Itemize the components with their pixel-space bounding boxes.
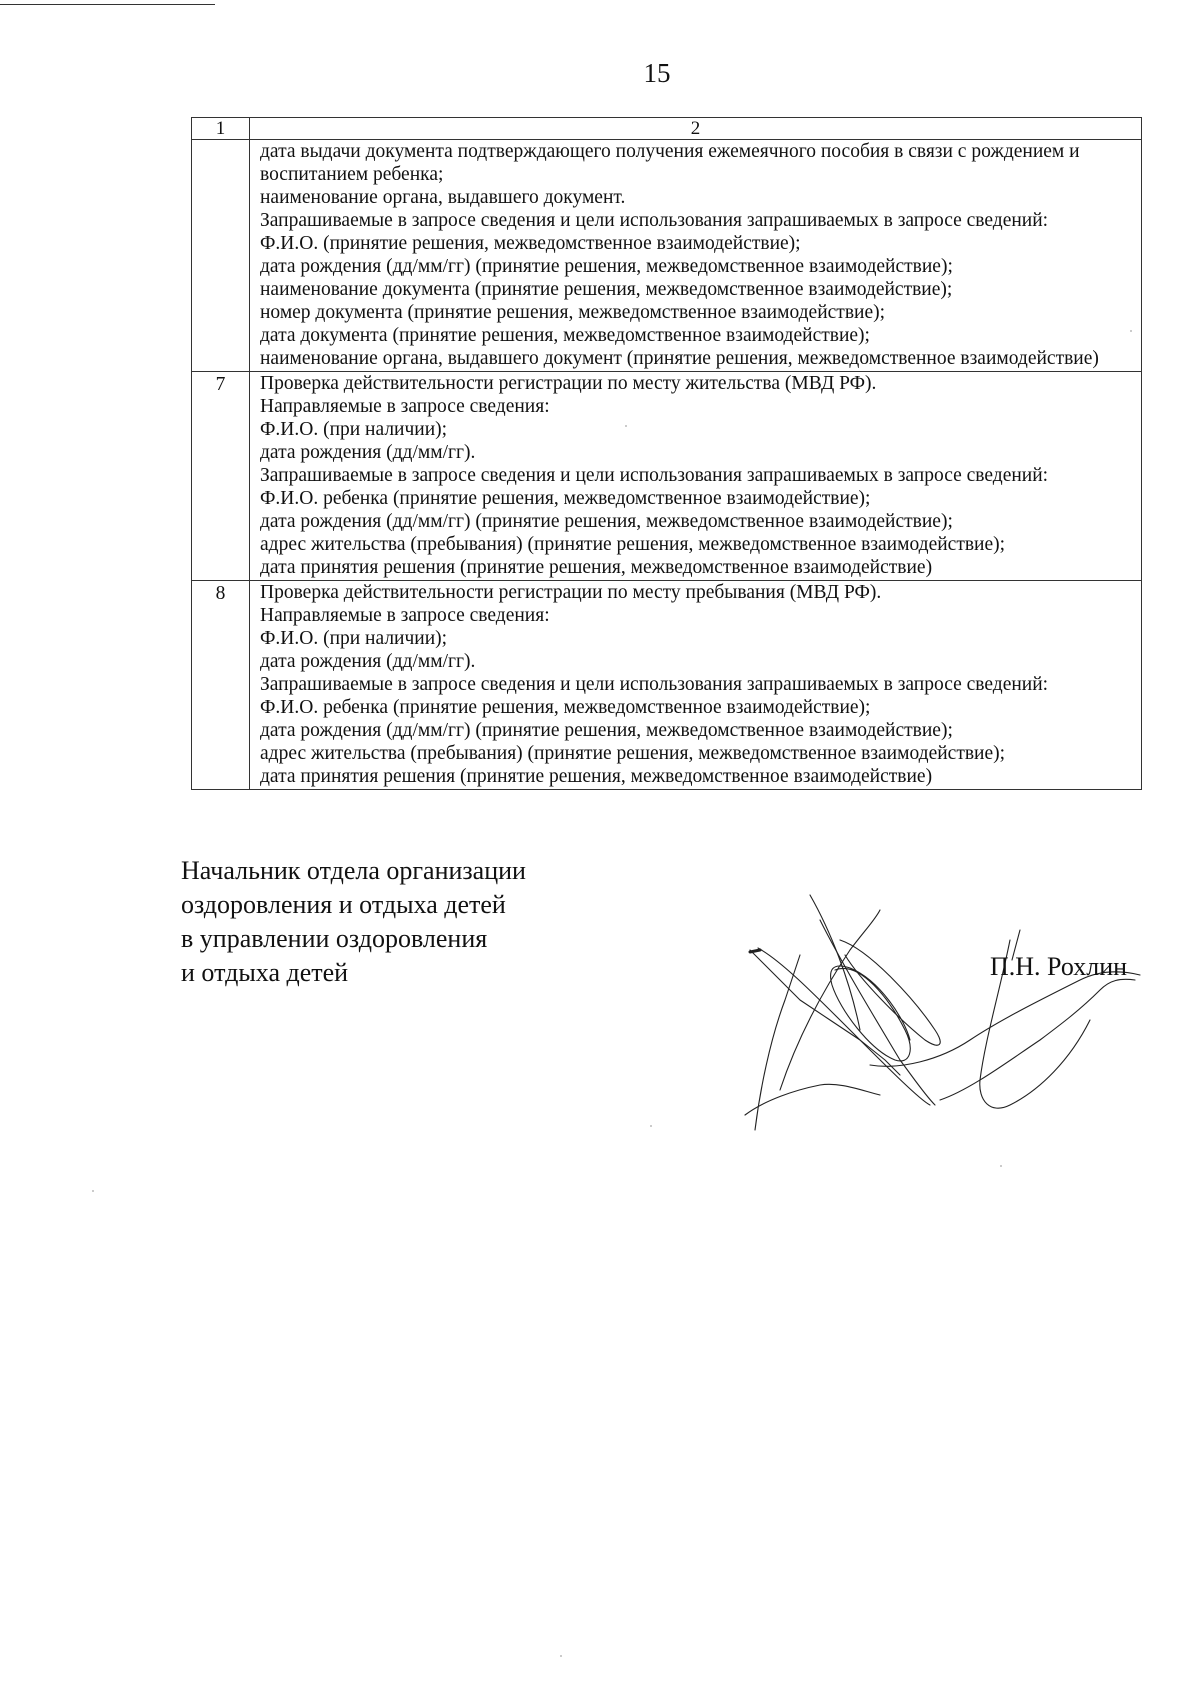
- row-line: Запрашиваемые в запросе сведения и цели использования запрашиваемых в запросе сведений:: [260, 210, 1049, 231]
- row-line: Ф.И.О. (принятие решения, межведомственное взаимодействие);: [260, 233, 801, 254]
- column-header-1: 1: [192, 118, 250, 140]
- row-line: Проверка действительности регистрации по месту жительства (МВД РФ).: [260, 373, 877, 394]
- row-number: [192, 140, 250, 372]
- table-row: [192, 581, 1142, 790]
- position-line: оздоровления и отдыха детей: [181, 890, 506, 919]
- document-table-wrapper: [191, 117, 1141, 790]
- row-line: дата рождения (дд/мм/гг) (принятие решения, межведомственное взаимодействие);: [260, 511, 953, 532]
- document-table: [191, 117, 1142, 790]
- table-row: [192, 140, 1142, 372]
- row-line: дата рождения (дд/мм/гг).: [260, 651, 476, 672]
- row-line: адрес жительства (пребывания) (принятие решения, межведомственное взаимодействие);: [260, 743, 1006, 764]
- scan-speck: [650, 1125, 652, 1127]
- scan-speck: [92, 1190, 94, 1192]
- row-line: Запрашиваемые в запросе сведения и цели использования запрашиваемых в запросе сведений:: [260, 465, 1049, 486]
- table-header-row: [192, 118, 1142, 140]
- row-line: Ф.И.О. ребенка (принятие решения, межведомственное взаимодействие);: [260, 697, 871, 718]
- scan-speck: [625, 425, 627, 427]
- row-line: Проверка действительности регистрации по месту пребывания (МВД РФ).: [260, 582, 882, 603]
- signatory-position: [181, 854, 641, 990]
- row-line: Ф.И.О. (при наличии);: [260, 419, 448, 440]
- position-line: Начальник отдела организации: [181, 856, 526, 885]
- row-number: 8: [192, 581, 250, 790]
- row-content: [250, 581, 1142, 790]
- row-line: номер документа (принятие решения, межведомственное взаимодействие);: [260, 302, 886, 323]
- row-line: адрес жительства (пребывания) (принятие решения, межведомственное взаимодействие);: [260, 534, 1006, 555]
- row-line: Ф.И.О. (при наличии);: [260, 628, 448, 649]
- row-line: дата рождения (дд/мм/гг) (принятие решения, межведомственное взаимодействие);: [260, 720, 953, 741]
- row-line: дата рождения (дд/мм/гг).: [260, 442, 476, 463]
- scan-speck: [560, 1655, 562, 1657]
- row-content: [250, 372, 1142, 581]
- row-line: наименование органа, выдавшего документ (принятие решения, межведомственное взаимодействие): [260, 348, 1099, 369]
- row-line: наименование документа (принятие решения, межведомственное взаимодействие);: [260, 279, 953, 300]
- row-line: дата рождения (дд/мм/гг) (принятие решения, межведомственное взаимодействие);: [260, 256, 953, 277]
- row-line: дата выдачи документа подтверждающего получения ежемеячного пособия в связи с рождением и воспитанием ребенка;: [260, 141, 1080, 185]
- row-line: Направляемые в запросе сведения:: [260, 605, 550, 626]
- row-number: 7: [192, 372, 250, 581]
- handwritten-signature: [740, 890, 1170, 1150]
- position-line: в управлении оздоровления: [181, 924, 488, 953]
- column-header-2: 2: [250, 118, 1142, 140]
- row-line: Направляемые в запросе сведения:: [260, 396, 550, 417]
- scan-speck: [1130, 330, 1132, 332]
- row-line: дата документа (принятие решения, межведомственное взаимодействие);: [260, 325, 870, 346]
- table-row: [192, 372, 1142, 581]
- scan-edge-line: [0, 4, 215, 5]
- scan-speck: [1000, 1165, 1002, 1167]
- page-number: 15: [643, 58, 671, 88]
- position-line: и отдыха детей: [181, 958, 349, 987]
- signatory-name: П.Н. Рохлин: [990, 952, 1128, 981]
- row-line: дата принятия решения (принятие решения, межведомственное взаимодействие): [260, 557, 933, 578]
- row-content: [250, 140, 1142, 372]
- row-line: Ф.И.О. ребенка (принятие решения, межведомственное взаимодействие);: [260, 488, 871, 509]
- row-line: Запрашиваемые в запросе сведения и цели использования запрашиваемых в запросе сведений:: [260, 674, 1049, 695]
- row-line: наименование органа, выдавшего документ.: [260, 187, 626, 208]
- row-line: дата принятия решения (принятие решения, межведомственное взаимодействие): [260, 766, 933, 787]
